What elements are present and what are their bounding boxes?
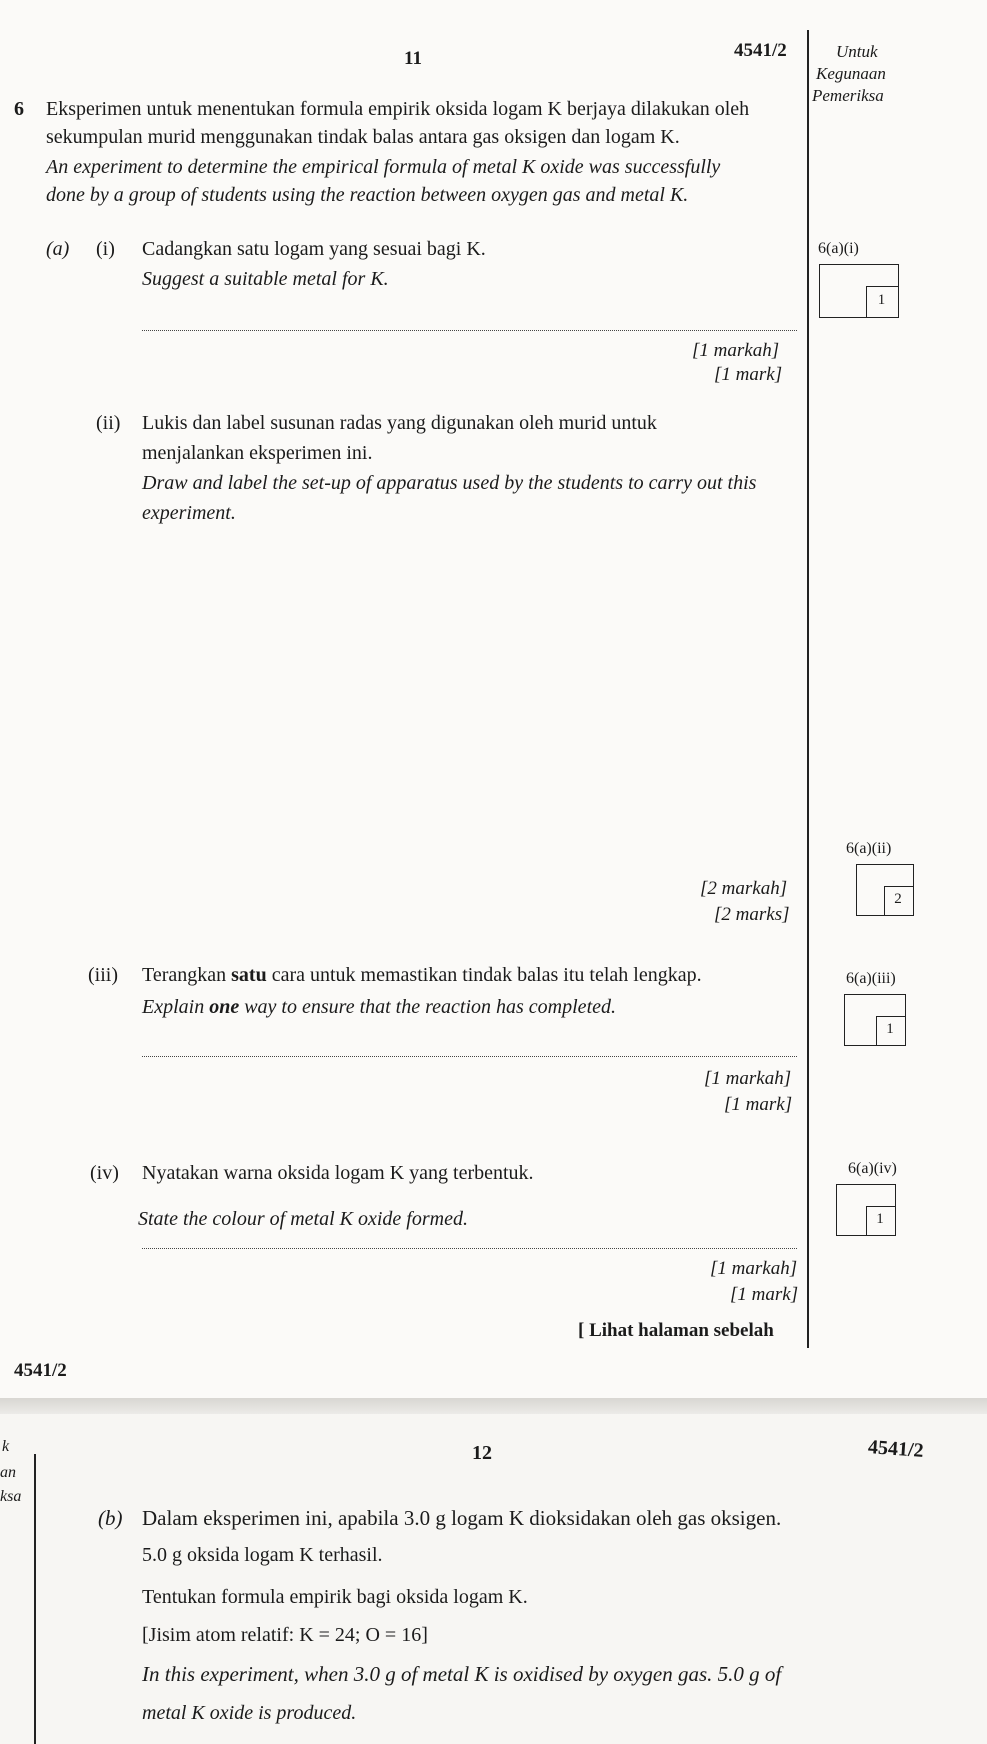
part-a-iii-en (142, 996, 616, 1019)
mark-value-a-ii: 2 (894, 891, 902, 907)
part-a-ii-label: (ii) (96, 412, 121, 434)
answer-line-a-i[interactable] (142, 330, 797, 331)
mark-box-label-a-iv: 6(a)(iv) (848, 1160, 897, 1177)
part-a-ii-ms-line-1: Lukis dan label susunan radas yang digunakan oleh murid untuk (142, 412, 657, 434)
part-b-ms-line-1: Dalam eksperimen ini, apabila 3.0 g logam K dioksidakan oleh gas oksigen. (142, 1506, 782, 1530)
stem-en-line-2: done by a group of students using the reaction between oxygen gas and metal K. (46, 184, 689, 206)
footer-next-page: [ Lihat halaman sebelah (578, 1320, 774, 1341)
cut-label-2: an (0, 1464, 16, 1481)
marks-en-a-i: [1 mark] (714, 364, 783, 385)
mark-value-a-iv: 1 (876, 1211, 884, 1227)
mark-value-a-iii: 1 (886, 1021, 894, 1037)
part-a-iii-ms-after: cara untuk memastikan tindak balas itu telah lengkap. (266, 964, 702, 986)
part-a-iii-ms-before: Terangkan (142, 964, 232, 986)
part-a-label: (a) (46, 238, 70, 260)
part-b-en-line-1: In this experiment, when 3.0 g of metal K is oxidised by oxygen gas. 5.0 g of (142, 1662, 782, 1686)
marks-ms-a-ii: [2 markah] (700, 878, 788, 899)
page-number-12: 12 (472, 1442, 492, 1464)
stem-en-line-1: An experiment to determine the empirical formula of metal K oxide was successfully (46, 156, 721, 178)
part-a-ii-en-line-2: experiment. (142, 502, 236, 524)
part-a-iii-en-before: Explain (142, 996, 210, 1018)
examiner-label-3: Pemeriksa (812, 86, 884, 105)
marks-ms-a-iii: [1 markah] (704, 1068, 792, 1089)
marks-en-a-ii: [2 marks] (714, 904, 790, 925)
answer-line-a-iii[interactable] (142, 1056, 797, 1057)
part-a-iii-ms (142, 964, 702, 987)
page-gap (0, 1398, 987, 1414)
marks-ms-a-i: [1 markah] (692, 340, 780, 361)
part-b-label: (b) (98, 1506, 123, 1530)
part-a-iv-en: State the colour of metal K oxide formed. (138, 1208, 468, 1230)
mark-value-a-i: 1 (877, 292, 886, 308)
part-a-ii-ms-line-2: menjalankan eksperimen ini. (142, 442, 373, 464)
page-number: 11 (404, 48, 422, 69)
examiner-margin-line (807, 30, 809, 1348)
exam-page-12 (0, 1414, 987, 1744)
marks-ms-a-iv: [1 markah] (710, 1258, 798, 1279)
part-a-iv-ms: Nyatakan warna oksida logam K yang terbentuk. (142, 1162, 534, 1184)
paper-code-header-12: 4541/2 (867, 1436, 925, 1462)
part-a-iii-en-after: way to ensure that the reaction has completed. (239, 996, 616, 1018)
footer-paper-code: 4541/2 (14, 1360, 67, 1381)
part-b-ms-line-3: Tentukan formula empirik bagi oksida logam K. (142, 1586, 528, 1608)
part-a-i-label: (i) (96, 238, 115, 260)
part-a-i-en: Suggest a suitable metal for K. (142, 268, 389, 290)
part-b-ms-line-2: 5.0 g oksida logam K terhasil. (142, 1544, 383, 1566)
mark-box-label-a-i: 6(a)(i) (818, 240, 859, 257)
stem-ms-line-2: sekumpulan murid menggunakan tindak balas antara gas oksigen dan logam K. (46, 126, 680, 148)
mark-box-label-a-ii: 6(a)(ii) (846, 840, 892, 857)
part-a-ii-en-line-1: Draw and label the set-up of apparatus used by the students to carry out this (142, 472, 757, 494)
examiner-label-2: Kegunaan (816, 64, 886, 83)
part-a-iv-label: (iv) (90, 1162, 119, 1184)
part-b-ram: [Jisim atom relatif: K = 24; O = 16] (142, 1624, 428, 1646)
part-a-i-ms: Cadangkan satu logam yang sesuai bagi K. (142, 238, 486, 260)
part-b-en-line-2: metal K oxide is produced. (142, 1702, 357, 1724)
stem-ms-line-1: Eksperimen untuk menentukan formula empirik oksida logam K berjaya dilakukan oleh (46, 98, 750, 120)
marks-en-a-iii: [1 mark] (724, 1094, 793, 1115)
mark-box-label-a-iii: 6(a)(iii) (846, 970, 896, 987)
drawing-area[interactable] (142, 540, 797, 860)
marks-en-a-iv: [1 mark] (730, 1284, 799, 1305)
answer-line-a-iv[interactable] (142, 1248, 797, 1249)
part-a-iii-label: (iii) (88, 964, 118, 986)
part-a-iii-en-bold: one (209, 996, 240, 1018)
cut-label-3: ksa (0, 1488, 22, 1505)
paper-code-header: 4541/2 (734, 40, 787, 61)
examiner-margin-line-12 (34, 1454, 36, 1744)
part-a-iii-ms-bold: satu (231, 964, 267, 986)
cut-label-1: k (2, 1438, 10, 1455)
question-number: 6 (14, 98, 24, 120)
examiner-label-1: Untuk (836, 42, 878, 61)
